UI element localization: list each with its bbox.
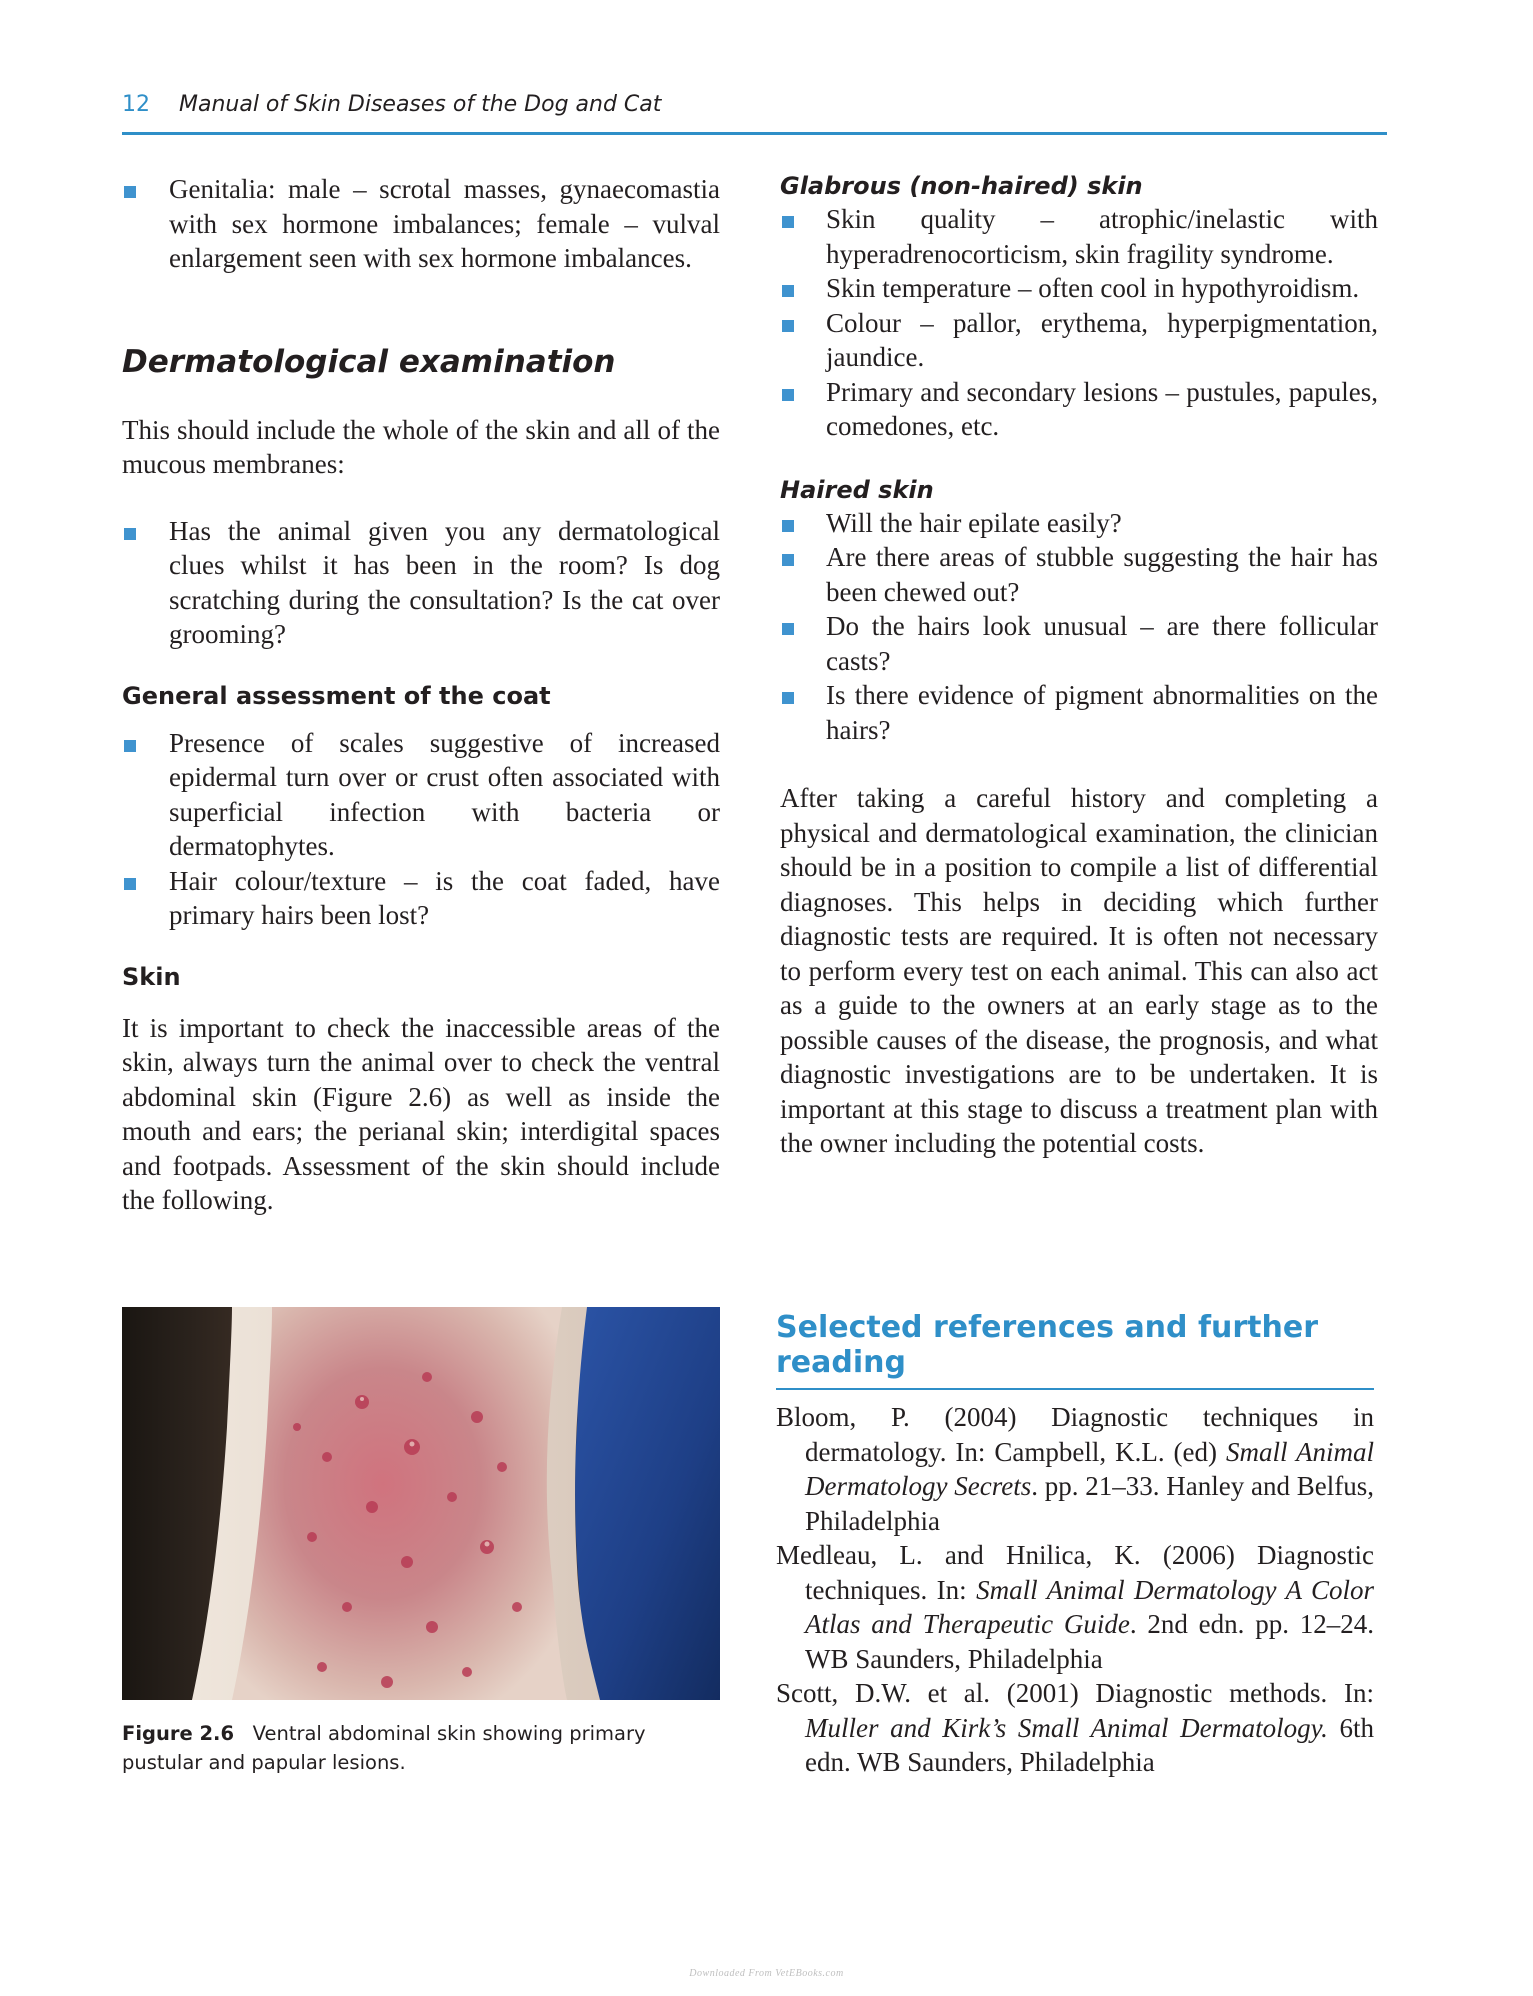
- square-bullet-icon: [782, 520, 794, 532]
- page-number: 12: [122, 92, 150, 117]
- genitalia-list: [122, 172, 720, 276]
- section-heading-dermatological-examination: Dermatological examination: [122, 343, 616, 380]
- list-item: [122, 864, 720, 933]
- list-item-text: Genitalia: male – scrotal masses, gynaecomastia with sex hormone imbalances; female – vulval enlargement seen with sex hormone imbalances.: [169, 174, 720, 273]
- list-item-text: Skin quality – atrophic/inelastic with hyperadrenocorticism, skin fragility syndrome.: [826, 204, 1378, 269]
- figure-photo: [122, 1307, 720, 1700]
- square-bullet-icon: [782, 320, 794, 332]
- figure-caption-text: Ventral abdominal skin showing primary pustular and papular lesions.: [122, 1722, 646, 1774]
- abdominal-skin-photo: [122, 1307, 720, 1700]
- references-heading: Selected references and further reading: [776, 1310, 1374, 1390]
- figure-label: Figure 2.6: [122, 1722, 235, 1745]
- reference-text: Scott, D.W. et al. (2001) Diagnostic methods. In:: [776, 1678, 1374, 1708]
- running-title: Manual of Skin Diseases of the Dog and Cat: [179, 92, 662, 117]
- reference-text: . 2nd edn. pp. 12–24. WB Saunders, Philadelphia: [805, 1609, 1374, 1674]
- square-bullet-icon: [782, 692, 794, 704]
- figure-caption: [122, 1719, 722, 1777]
- list-item-text: Is there evidence of pigment abnormalities on the hairs?: [826, 680, 1378, 745]
- summary-paragraph: After taking a careful history and completing a physical and dermatological examination, the clinician should be in a position to compile a list of differential diagnoses. This helps in deciding which further diagnostic tests are required. It is often not necessary to perform every test on each animal. This can also act as a guide to the owners at an early stage as to the possible causes of the disease, the prognosis, and what diagnostic investigations are to be undertaken. It is important at this stage to discuss a treatment plan with the owner including the potential costs.: [780, 783, 1378, 1158]
- reference-title: Small Animal Dermatology A Color Atlas and Therapeutic Guide: [805, 1574, 1374, 1639]
- reference-text: 6th edn. WB Saunders, Philadelphia: [805, 1712, 1374, 1777]
- square-bullet-icon: [782, 285, 794, 297]
- list-item: [780, 202, 1378, 271]
- list-item-text: Hair colour/texture – is the coat faded, have primary hairs been lost?: [169, 865, 720, 930]
- list-item: [780, 306, 1378, 375]
- right-column: [780, 172, 1378, 1161]
- subheading-coat: General assessment of the coat: [122, 681, 551, 710]
- list-item: [780, 375, 1378, 444]
- list-item: [780, 506, 1378, 541]
- reference-title: Muller and Kirk’s Small Animal Dermatology.: [805, 1712, 1328, 1743]
- square-bullet-icon: [124, 186, 136, 198]
- square-bullet-icon: [124, 740, 136, 752]
- list-item-text: Presence of scales suggestive of increased epidermal turn over or crust often associated with superficial infection with bacteria or dermatophytes.: [169, 727, 720, 861]
- square-bullet-icon: [782, 389, 794, 401]
- list-item: [780, 609, 1378, 678]
- square-bullet-icon: [782, 216, 794, 228]
- list-item: [122, 514, 720, 652]
- reference-title: Small Animal Dermatology Secrets: [805, 1436, 1374, 1501]
- square-bullet-icon: [782, 554, 794, 566]
- haired-list: [780, 506, 1378, 748]
- clues-list: [122, 514, 720, 652]
- coat-list: [122, 726, 720, 933]
- reference-text: Bloom, P. (2004) Diagnostic techniques in dermatology. In: Campbell, K.L. (ed): [776, 1402, 1374, 1467]
- running-header: [122, 92, 1387, 135]
- reference-text: Medleau, L. and Hnilica, K. (2006) Diagnostic techniques. In:: [776, 1540, 1374, 1605]
- list-item-text: Do the hairs look unusual – are there follicular casts?: [826, 611, 1378, 676]
- square-bullet-icon: [782, 623, 794, 635]
- reference-item: [776, 1538, 1374, 1676]
- subheading-haired-skin: Haired skin: [780, 475, 934, 504]
- list-item-text: Colour – pallor, erythema, hyperpigmentation, jaundice.: [826, 307, 1378, 372]
- left-column: [122, 172, 720, 1218]
- reference-item: [776, 1400, 1374, 1538]
- references-list: [776, 1400, 1374, 1780]
- glabrous-list: [780, 202, 1378, 444]
- square-bullet-icon: [124, 878, 136, 890]
- square-bullet-icon: [124, 528, 136, 540]
- list-item-text: Will the hair epilate easily?: [826, 507, 1122, 538]
- list-item: [780, 540, 1378, 609]
- list-item: [122, 172, 720, 276]
- subheading-skin: Skin: [122, 962, 181, 991]
- list-item-text: Skin temperature – often cool in hypothyroidism.: [826, 273, 1360, 303]
- list-item: [780, 678, 1378, 747]
- list-item-text: Primary and secondary lesions – pustules, papules, comedones, etc.: [826, 376, 1378, 441]
- list-item-text: Has the animal given you any dermatological clues whilst it has been in the room? Is dog scratching during the consultation? Is the cat over grooming?: [169, 515, 720, 649]
- footer-watermark: Downloaded From VetEBooks.com: [689, 1968, 844, 1979]
- reference-item: [776, 1676, 1374, 1780]
- list-item-text: Are there areas of stubble suggesting the hair has been chewed out?: [826, 542, 1378, 607]
- subheading-glabrous-skin: Glabrous (non-haired) skin: [780, 172, 1143, 200]
- skin-paragraph: It is important to check the inaccessible areas of the skin, always turn the animal over to check the ventral abdominal skin (Figure 2.6) as well as inside the mouth and ears; the perianal skin; interdigital spaces and footpads. Assessment of the skin should include the following.: [122, 1012, 720, 1215]
- reference-text: . pp. 21–33. Hanley and Belfus, Philadelphia: [805, 1471, 1374, 1536]
- list-item: [122, 726, 720, 864]
- list-item: [780, 271, 1378, 306]
- exam-intro: This should include the whole of the skin and all of the mucous membranes:: [122, 414, 720, 479]
